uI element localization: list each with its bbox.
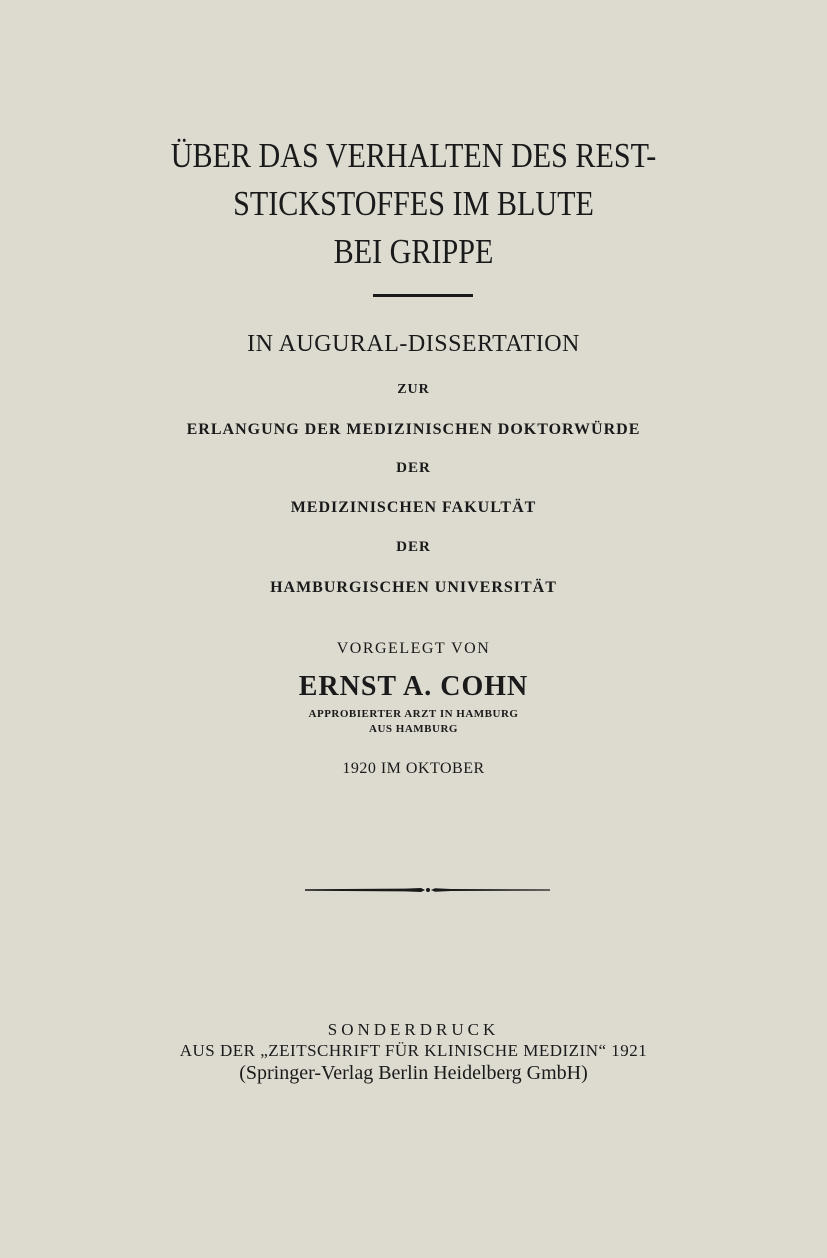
dissertation-fakultaet: MEDIZINISCHEN FAKULTÄT — [290, 499, 537, 516]
submission-date: 1920 IM OKTOBER — [342, 760, 485, 777]
ornamental-divider — [305, 884, 550, 896]
author-title: APPROBIERTER ARZT IN HAMBURG — [308, 708, 519, 720]
sonderdruck-label: SONDERDRUCK — [327, 1020, 500, 1039]
ornament-center-dot — [426, 888, 430, 892]
dissertation-universitaet: HAMBURGISCHEN UNIVERSITÄT — [270, 579, 557, 596]
dissertation-zur: ZUR — [397, 382, 430, 397]
dissertation-heading: IN AUGURAL-DISSERTATION — [247, 331, 580, 357]
author-name: ERNST A. COHN — [298, 671, 529, 702]
dissertation-der-1: DER — [396, 460, 431, 476]
ornament-right-stroke — [431, 888, 550, 892]
title-line-3: BEI GRIPPE — [333, 232, 494, 271]
publisher-line: (Springer-Verlag Berlin Heidelberg GmbH) — [239, 1062, 588, 1084]
ornament-left-stroke — [305, 888, 425, 892]
journal-source: AUS DER „ZEITSCHRIFT FÜR KLINISCHE MEDIZIN“ 1921 — [179, 1041, 648, 1060]
dissertation-der-2: DER — [396, 539, 431, 555]
title-line-1: ÜBER DAS VERHALTEN DES REST- — [170, 136, 657, 175]
title-divider-rule — [373, 294, 473, 297]
presented-by: VORGELEGT VON — [336, 640, 491, 657]
dissertation-erlangung: ERLANGUNG DER MEDIZINISCHEN DOKTORWÜRDE — [186, 421, 641, 438]
author-origin: AUS HAMBURG — [369, 723, 458, 735]
title-line-2: STICKSTOFFES IM BLUTE — [233, 184, 594, 223]
